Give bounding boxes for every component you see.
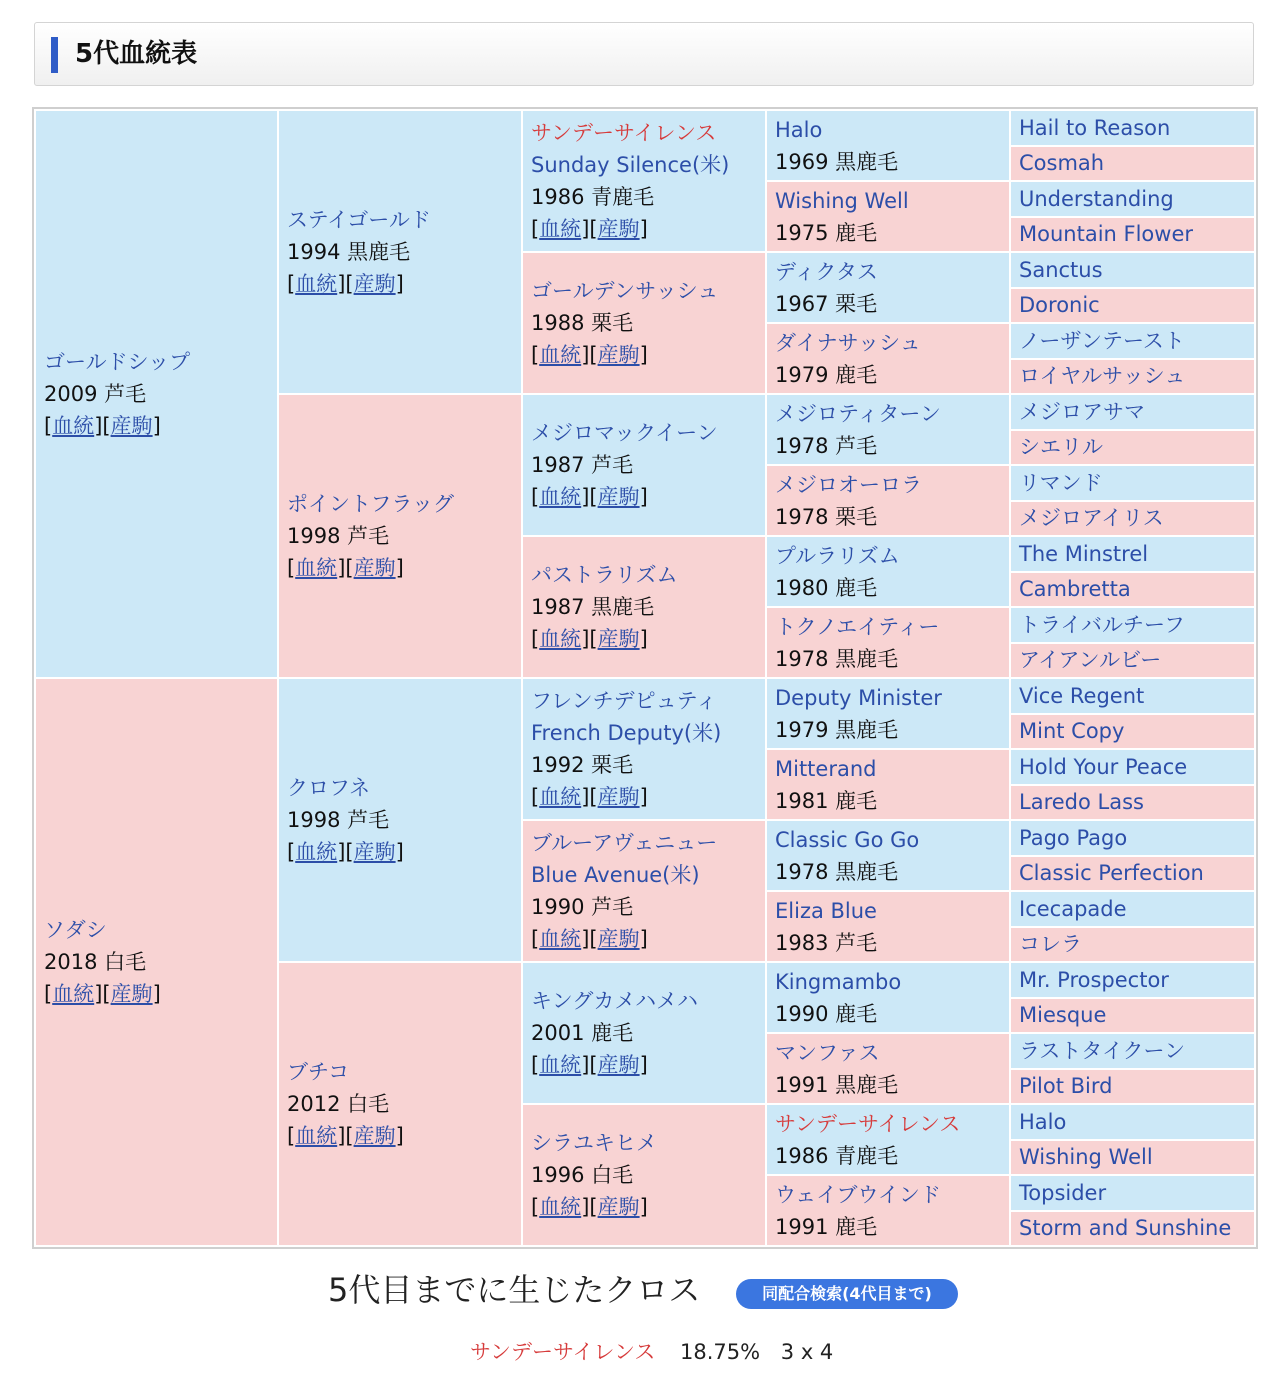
pedigree-cell-g5 — [1010, 110, 1255, 146]
horse-name-link[interactable]: Hail to Reason — [1019, 115, 1171, 140]
bracket: ] — [395, 840, 404, 864]
pedigree-cell-g5 — [1010, 1104, 1255, 1140]
horse-name-link[interactable]: Understanding — [1019, 186, 1174, 211]
cross-percentage: 18.75% — [680, 1340, 761, 1364]
bracket: [ — [287, 840, 296, 864]
pedigree-cell-g3 — [522, 678, 766, 820]
pedigree-cell-g3 — [522, 820, 766, 962]
horse-name-link[interactable]: ソダシ — [44, 918, 107, 942]
pedigree-cell-g3 — [522, 252, 766, 394]
birth-year-coat: 1979 黒鹿毛 — [775, 717, 899, 742]
horse-name-link[interactable]: Storm and Sunshine — [1019, 1216, 1232, 1241]
header-accent-bar — [51, 37, 58, 73]
blood-link[interactable]: 血統 — [539, 1195, 582, 1219]
pedigree-cell-g4 — [766, 181, 1010, 252]
bracket: [ — [531, 927, 540, 951]
horse-name-link[interactable]: ステイゴールド — [287, 208, 431, 232]
birth-year-coat: 1988 栗毛 — [531, 311, 634, 335]
bracket: ][ — [337, 556, 354, 580]
blood-link[interactable]: 血統 — [539, 217, 582, 241]
horse-name-link[interactable]: Miesque — [1019, 1003, 1107, 1028]
bracket: ][ — [94, 982, 111, 1006]
bracket: ] — [639, 343, 648, 367]
blood-link[interactable]: 血統 — [539, 1053, 582, 1077]
horse-name-link[interactable]: リマンド — [1019, 470, 1103, 495]
horse-name-link[interactable]: Vice Regent — [1019, 683, 1145, 708]
birth-year-coat: 1987 黒鹿毛 — [531, 595, 655, 619]
pedigree-cell-g5 — [1010, 501, 1255, 537]
blood-link[interactable]: 血統 — [539, 485, 582, 509]
birth-year-coat: 1992 栗毛 — [531, 753, 634, 777]
horse-links — [531, 623, 757, 655]
birth-year-coat: 1983 芦毛 — [775, 930, 878, 955]
horse-name-link[interactable]: Eliza Blue — [775, 898, 877, 923]
offspring-link[interactable]: 産駒 — [597, 217, 640, 241]
pedigree-cell-g4 — [766, 323, 1010, 394]
bracket: [ — [531, 217, 540, 241]
birth-year-coat: 1986 青鹿毛 — [531, 185, 655, 209]
pedigree-cell-g4 — [766, 394, 1010, 465]
cross-item — [470, 1336, 833, 1368]
bracket: [ — [287, 556, 296, 580]
birth-year-coat: 1978 芦毛 — [775, 433, 878, 458]
birth-year-coat: 1967 栗毛 — [775, 291, 878, 316]
pedigree-cell-g4 — [766, 962, 1010, 1033]
pedigree-cell-g5 — [1010, 607, 1255, 643]
horse-name-link[interactable]: ロイヤルサッシュ — [1019, 364, 1186, 389]
bracket: ][ — [581, 1195, 598, 1219]
birth-year-coat: 1986 青鹿毛 — [775, 1143, 899, 1168]
birth-year-coat: 1990 芦毛 — [531, 895, 634, 919]
pedigree-cell-g4 — [766, 607, 1010, 678]
horse-links — [531, 339, 757, 371]
blood-link[interactable]: 血統 — [295, 1124, 338, 1148]
blood-link[interactable]: 血統 — [539, 927, 582, 951]
section-header — [34, 22, 1254, 86]
birth-year-coat: 1969 黒鹿毛 — [775, 149, 899, 174]
bracket: ] — [639, 485, 648, 509]
pedigree-cell-g5 — [1010, 252, 1255, 288]
horse-name-link[interactable]: ウェイブウインド — [775, 1182, 941, 1207]
pedigree-cell-g5 — [1010, 749, 1255, 785]
offspring-link[interactable]: 産駒 — [597, 785, 640, 809]
horse-name-link[interactable]: Topsider — [1019, 1180, 1107, 1205]
horse-name-link[interactable]: Pilot Bird — [1019, 1074, 1113, 1099]
pedigree-cell-g4 — [766, 1175, 1010, 1246]
pedigree-cell-g5 — [1010, 1211, 1255, 1247]
horse-name-link[interactable]: Halo — [775, 117, 823, 142]
horse-name-link[interactable]: メジロアサマ — [1019, 399, 1145, 424]
horse-name-link[interactable]: Laredo Lass — [1019, 790, 1144, 815]
birth-year-coat: 2012 白毛 — [287, 1092, 390, 1116]
bracket: ][ — [581, 217, 598, 241]
birth-year-coat: 1998 芦毛 — [287, 808, 390, 832]
horse-name-link[interactable]: Cambretta — [1019, 577, 1131, 602]
offspring-link[interactable]: 産駒 — [597, 927, 640, 951]
bracket: ] — [395, 1124, 404, 1148]
same-mating-search-button[interactable]: 同配合検索(4代目まで) — [736, 1279, 958, 1309]
pedigree-cell-g3 — [522, 394, 766, 536]
bracket: [ — [287, 272, 296, 296]
horse-name-link[interactable]: メジロオーロラ — [775, 472, 922, 497]
pedigree-cell-g5 — [1010, 430, 1255, 466]
bracket: ][ — [94, 414, 111, 438]
horse-links — [44, 978, 269, 1010]
horse-name-link[interactable]: アイアンルビー — [1019, 648, 1162, 673]
horse-name-link[interactable]: Doronic — [1019, 293, 1100, 318]
pedigree-cell-g5 — [1010, 1033, 1255, 1069]
pedigree-cell-g5 — [1010, 572, 1255, 608]
bracket: ] — [395, 556, 404, 580]
horse-name-link[interactable]: シエリル — [1019, 435, 1103, 460]
horse-name-link[interactable]: ノーザンテースト — [1019, 328, 1185, 353]
pedigree-cell-g2 — [278, 962, 522, 1246]
birth-year-coat: 1980 鹿毛 — [775, 575, 878, 600]
blood-link[interactable]: 血統 — [539, 343, 582, 367]
offspring-link[interactable]: 産駒 — [110, 982, 153, 1006]
pedigree-cell-g4 — [766, 110, 1010, 181]
horse-links — [531, 923, 757, 955]
offspring-link[interactable]: 産駒 — [353, 272, 396, 296]
pedigree-cell-g4 — [766, 678, 1010, 749]
offspring-link[interactable]: 産駒 — [597, 485, 640, 509]
horse-name-link[interactable]: トクノエイティー — [775, 614, 940, 639]
pedigree-cell-g5 — [1010, 1069, 1255, 1105]
pedigree-cell-g5 — [1010, 785, 1255, 821]
bracket: ][ — [581, 343, 598, 367]
horse-name-link[interactable]: Halo — [1019, 1109, 1067, 1134]
pedigree-row — [35, 110, 1255, 146]
pedigree-cell-g5 — [1010, 820, 1255, 856]
birth-year-coat: 1990 鹿毛 — [775, 1001, 878, 1026]
horse-name-link[interactable]: サンデーサイレンス — [775, 1111, 961, 1136]
pedigree-cell-g2 — [278, 394, 522, 678]
bracket: ][ — [337, 1124, 354, 1148]
pedigree-cell-g5 — [1010, 181, 1255, 217]
birth-year-coat: 1978 栗毛 — [775, 504, 878, 529]
pedigree-cell-g1 — [35, 678, 278, 1246]
offspring-link[interactable]: 産駒 — [353, 556, 396, 580]
cross-horse-name[interactable]: サンデーサイレンス — [470, 1340, 656, 1364]
horse-name-link[interactable]: サンデーサイレンス — [531, 121, 717, 145]
pedigree-cell-g5 — [1010, 891, 1255, 927]
horse-name-link[interactable]: シラユキヒメ — [531, 1131, 657, 1155]
horse-name-link[interactable]: トライバルチーフ — [1019, 612, 1185, 637]
horse-name-link[interactable]: Mint Copy — [1019, 719, 1125, 744]
pedigree-cell-g1 — [35, 110, 278, 678]
horse-name-link[interactable]: キングカメハメハ — [531, 989, 698, 1013]
blood-link[interactable]: 血統 — [295, 272, 338, 296]
pedigree-cell-g5 — [1010, 323, 1255, 359]
birth-year-coat: 2001 鹿毛 — [531, 1021, 634, 1045]
bracket: ] — [639, 217, 648, 241]
blood-link[interactable]: 血統 — [539, 627, 582, 651]
cross-title: 5代目までに生じたクロス — [328, 1271, 701, 1309]
pedigree-cell-g4 — [766, 1104, 1010, 1175]
horse-name-link[interactable]: The Minstrel — [1019, 541, 1149, 566]
horse-links — [531, 1049, 757, 1081]
pedigree-cell-g4 — [766, 536, 1010, 607]
bracket: ][ — [337, 840, 354, 864]
horse-links — [44, 410, 269, 442]
horse-name-en-link[interactable]: Sunday Silence(米) — [531, 153, 730, 177]
pedigree-cell-g5 — [1010, 1140, 1255, 1176]
horse-links — [531, 213, 757, 245]
birth-year-coat: 1978 黒鹿毛 — [775, 646, 899, 671]
bracket: [ — [531, 1195, 540, 1219]
horse-name-link[interactable]: Kingmambo — [775, 969, 902, 994]
horse-links — [531, 1191, 757, 1223]
bracket: ] — [639, 1195, 648, 1219]
blood-link[interactable]: 血統 — [539, 785, 582, 809]
horse-name-link[interactable]: Icecapade — [1019, 896, 1127, 921]
offspring-link[interactable]: 産駒 — [597, 627, 640, 651]
bracket: ][ — [581, 927, 598, 951]
pedigree-cell-g4 — [766, 749, 1010, 820]
horse-links — [287, 1120, 513, 1152]
horse-name-link[interactable]: メジロアイリス — [1019, 506, 1164, 531]
bracket: [ — [531, 343, 540, 367]
horse-name-link[interactable]: フレンチデピュティ — [531, 689, 717, 713]
offspring-link[interactable]: 産駒 — [597, 1053, 640, 1077]
pedigree-cell-g5 — [1010, 394, 1255, 430]
pedigree-cell-g5 — [1010, 146, 1255, 182]
horse-name-link[interactable]: Mr. Prospector — [1019, 967, 1169, 992]
birth-year-coat: 1978 黒鹿毛 — [775, 859, 899, 884]
offspring-link[interactable]: 産駒 — [353, 840, 396, 864]
horse-name-link[interactable]: コレラ — [1019, 932, 1082, 957]
horse-name-en-link[interactable]: Blue Avenue(米) — [531, 863, 700, 887]
horse-name-link[interactable]: ブチコ — [287, 1060, 350, 1084]
horse-name-link[interactable]: Classic Go Go — [775, 827, 920, 852]
offspring-link[interactable]: 産駒 — [597, 343, 640, 367]
blood-link[interactable]: 血統 — [52, 982, 95, 1006]
pedigree-cell-g4 — [766, 1033, 1010, 1104]
pedigree-cell-g5 — [1010, 359, 1255, 395]
birth-year-coat: 1998 芦毛 — [287, 524, 390, 548]
horse-name-link[interactable]: ラストタイクーン — [1019, 1038, 1186, 1063]
pedigree-cell-g5 — [1010, 217, 1255, 253]
pedigree-cell-g5 — [1010, 1175, 1255, 1211]
pedigree-cell-g5 — [1010, 643, 1255, 679]
horse-name-link[interactable]: Deputy Minister — [775, 685, 942, 710]
pedigree-cell-g3 — [522, 110, 766, 252]
pedigree-cell-g4 — [766, 820, 1010, 891]
pedigree-cell-g3 — [522, 536, 766, 678]
horse-name-link[interactable]: メジロティターン — [775, 401, 941, 426]
pedigree-row — [35, 678, 1255, 714]
pedigree-cell-g5 — [1010, 288, 1255, 324]
birth-year-coat: 1979 鹿毛 — [775, 362, 878, 387]
birth-year-coat: 1991 鹿毛 — [775, 1214, 878, 1239]
offspring-link[interactable]: 産駒 — [353, 1124, 396, 1148]
horse-name-link[interactable]: Sanctus — [1019, 257, 1103, 282]
horse-name-link[interactable]: ブルーアヴェニュー — [531, 831, 718, 855]
horse-name-link[interactable]: ゴールドシップ — [44, 350, 191, 374]
horse-name-link[interactable]: Pago Pago — [1019, 825, 1128, 850]
bracket: ] — [152, 414, 161, 438]
horse-name-link[interactable]: パストラリズム — [531, 563, 678, 587]
pedigree-cell-g5 — [1010, 962, 1255, 998]
page-title: 5代血統表 — [75, 39, 198, 69]
bracket: ] — [639, 627, 648, 651]
bracket: ][ — [337, 272, 354, 296]
pedigree-table — [34, 109, 1256, 1247]
horse-links — [287, 552, 513, 584]
horse-name-link[interactable]: プルラリズム — [775, 543, 900, 568]
birth-year-coat: 2009 芦毛 — [44, 382, 147, 406]
bracket: [ — [531, 627, 540, 651]
bracket: [ — [531, 785, 540, 809]
bracket: ] — [639, 927, 648, 951]
birth-year-coat: 1991 黒鹿毛 — [775, 1072, 899, 1097]
pedigree-cell-g2 — [278, 678, 522, 962]
offspring-link[interactable]: 産駒 — [597, 1195, 640, 1219]
pedigree-cell-g2 — [278, 110, 522, 394]
birth-year-coat: 1981 鹿毛 — [775, 788, 878, 813]
pedigree-cell-g5 — [1010, 998, 1255, 1034]
horse-name-link[interactable]: Cosmah — [1019, 151, 1105, 176]
horse-name-link[interactable]: メジロマックイーン — [531, 421, 718, 445]
bracket: ] — [152, 982, 161, 1006]
pedigree-cell-g4 — [766, 465, 1010, 536]
horse-name-link[interactable]: ゴールデンサッシュ — [531, 279, 719, 303]
pedigree-cell-g4 — [766, 252, 1010, 323]
horse-name-link[interactable]: Mountain Flower — [1019, 222, 1193, 247]
bracket: [ — [531, 485, 540, 509]
pedigree-cell-g5 — [1010, 927, 1255, 963]
horse-name-link[interactable]: Hold Your Peace — [1019, 754, 1188, 779]
pedigree-cell-g5 — [1010, 536, 1255, 572]
bracket: ] — [639, 1053, 648, 1077]
pedigree-cell-g5 — [1010, 714, 1255, 750]
horse-name-link[interactable]: ダイナサッシュ — [775, 330, 921, 355]
horse-name-link[interactable]: マンファス — [775, 1040, 880, 1065]
horse-name-link[interactable]: ディクタス — [775, 259, 878, 284]
horse-name-link[interactable]: Wishing Well — [775, 188, 909, 213]
blood-link[interactable]: 血統 — [295, 556, 338, 580]
horse-name-link[interactable]: Classic Perfection — [1019, 861, 1204, 886]
bracket: [ — [287, 1124, 296, 1148]
bracket: [ — [531, 1053, 540, 1077]
horse-links — [531, 781, 757, 813]
birth-year-coat: 1994 黒鹿毛 — [287, 240, 411, 264]
bracket: ] — [395, 272, 404, 296]
bracket: [ — [44, 982, 53, 1006]
horse-links — [287, 836, 513, 868]
pedigree-cell-g3 — [522, 962, 766, 1104]
birth-year-coat: 2018 白毛 — [44, 950, 147, 974]
horse-name-en-link[interactable]: French Deputy(米) — [531, 721, 722, 745]
birth-year-coat: 1975 鹿毛 — [775, 220, 878, 245]
blood-link[interactable]: 血統 — [52, 414, 95, 438]
pedigree-cell-g3 — [522, 1104, 766, 1246]
horse-name-link[interactable]: クロフネ — [287, 776, 371, 800]
bracket: ][ — [581, 1053, 598, 1077]
horse-links — [287, 268, 513, 300]
horse-name-link[interactable]: Wishing Well — [1019, 1145, 1153, 1170]
bracket: [ — [44, 414, 53, 438]
bracket: ][ — [581, 627, 598, 651]
birth-year-coat: 1996 白毛 — [531, 1163, 634, 1187]
cross-generation: 3 x 4 — [780, 1340, 834, 1364]
pedigree-cell-g5 — [1010, 856, 1255, 892]
bracket: ][ — [581, 485, 598, 509]
offspring-link[interactable]: 産駒 — [110, 414, 153, 438]
horse-name-link[interactable]: Mitterand — [775, 756, 877, 781]
birth-year-coat: 1987 芦毛 — [531, 453, 634, 477]
horse-name-link[interactable]: ポイントフラッグ — [287, 492, 454, 516]
bracket: ][ — [581, 785, 598, 809]
bracket: ] — [639, 785, 648, 809]
pedigree-cell-g4 — [766, 891, 1010, 962]
pedigree-cell-g5 — [1010, 678, 1255, 714]
horse-links — [531, 481, 757, 513]
pedigree-cell-g5 — [1010, 465, 1255, 501]
blood-link[interactable]: 血統 — [295, 840, 338, 864]
